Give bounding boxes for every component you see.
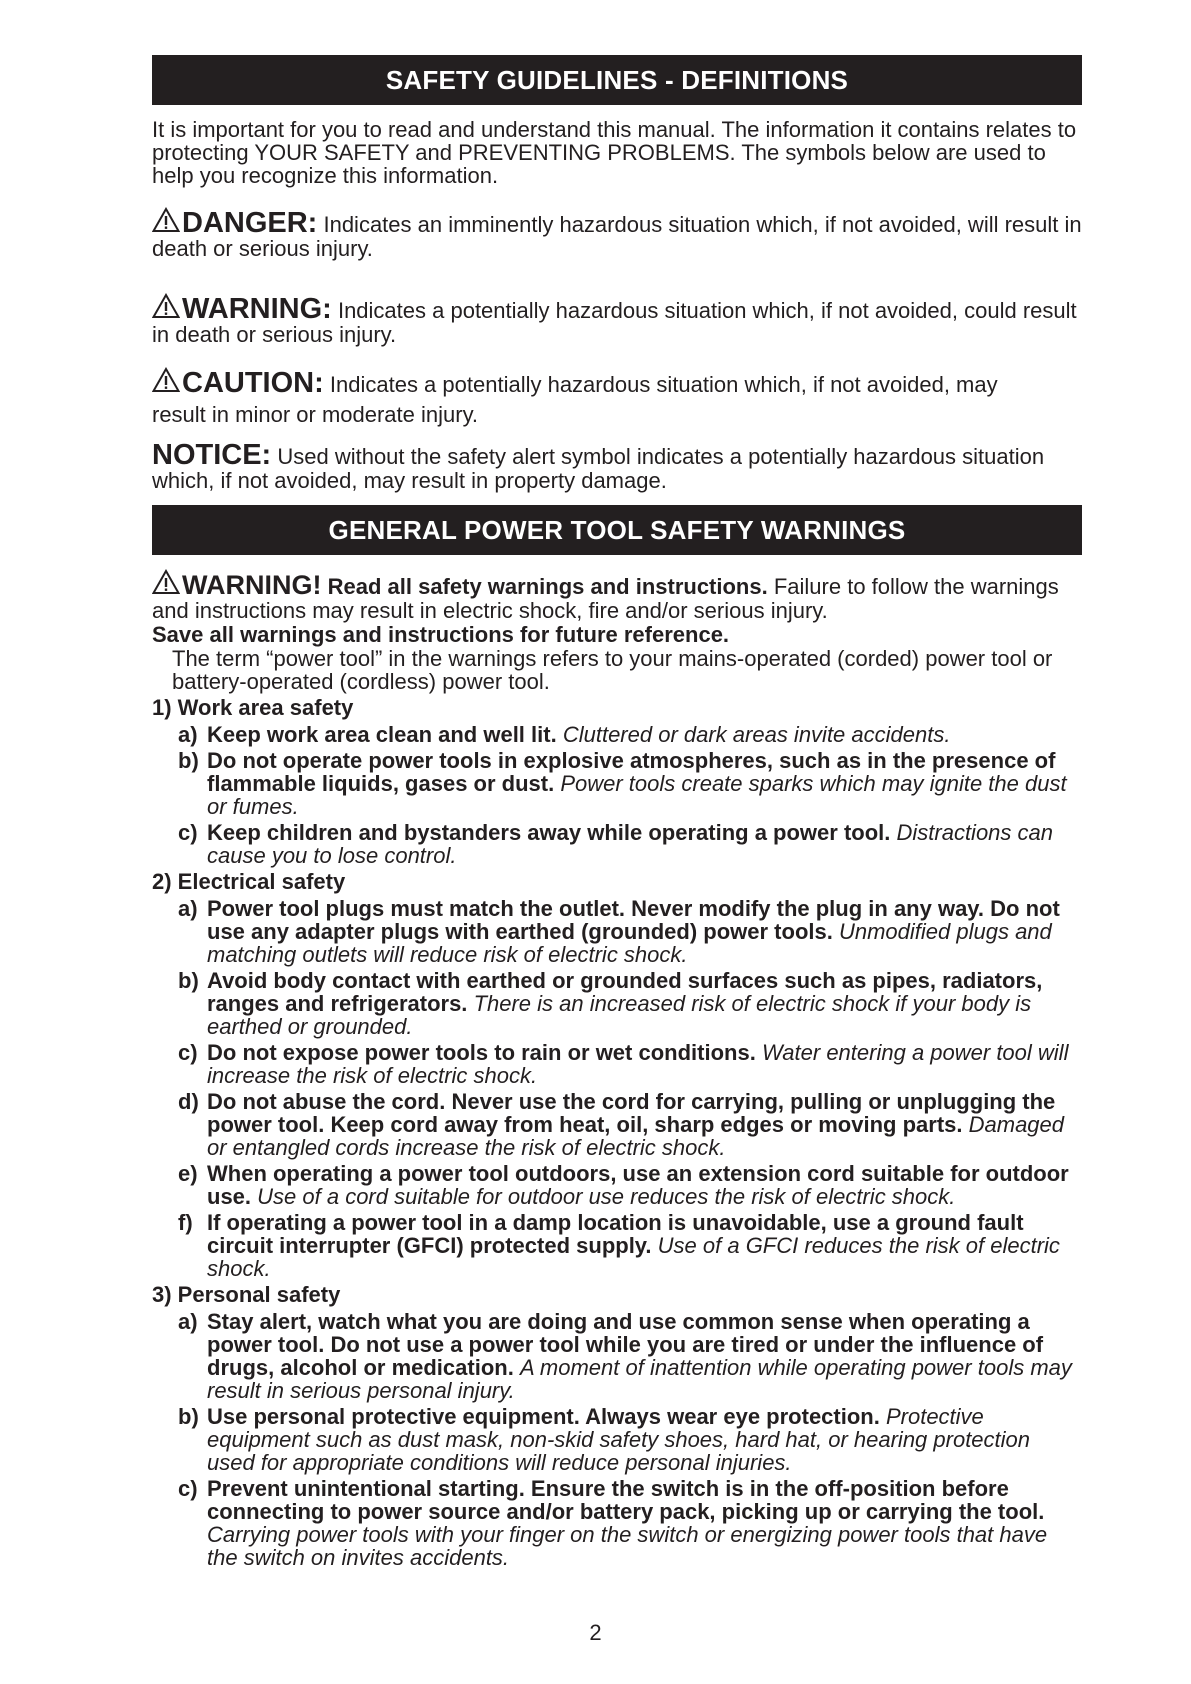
- list-item: [152, 723, 1082, 746]
- item-bold: Power tool plugs must match the outlet. Never modify the plug in any way. Do not use any adapter plugs with earthed (grounded) power tools.: [207, 896, 1060, 944]
- item-label: a): [178, 896, 198, 921]
- item-italic: Distractions can cause you to lose control.: [207, 820, 1054, 868]
- list-item: [152, 749, 1082, 818]
- section-header-general-warnings: GENERAL POWER TOOL SAFETY WARNINGS: [152, 505, 1082, 555]
- item-label: b): [178, 968, 199, 993]
- definition-notice: [152, 439, 1082, 493]
- general-warning: [152, 569, 1082, 623]
- item-bold: Prevent unintentional starting. Ensure the switch is in the off-position before connecting to power source and/or battery pack, picking up or carrying the tool.: [207, 1476, 1045, 1524]
- item-italic: There is an increased risk of electric shock if your body is earthed or grounded.: [207, 991, 1032, 1039]
- warning-text: Indicates a potentially hazardous situation which, if not avoided, could result in death or serious injury.: [152, 298, 1077, 347]
- list-item: [152, 1090, 1082, 1159]
- list-item: [152, 897, 1082, 966]
- item-italic: Water entering a power tool will increase the risk of electric shock.: [207, 1040, 1069, 1088]
- definition-danger: [152, 207, 1082, 261]
- item-bold: Do not expose power tools to rain or wet conditions.: [207, 1040, 756, 1065]
- item-bold: Do not operate power tools in explosive atmospheres, such as in the presence of flammable liquids, gases or dust.: [207, 748, 1056, 796]
- section-title-electrical: 2) Electrical safety: [152, 869, 346, 894]
- item-italic: Carrying power tools with your finger on the switch or energizing power tools that have the switch on invites accidents.: [207, 1522, 1048, 1570]
- notice-term: NOTICE:: [152, 439, 272, 471]
- general-warning-term: WARNING!: [182, 570, 322, 600]
- manual-page: [152, 55, 1082, 1569]
- item-label: c): [178, 1040, 198, 1065]
- general-warning-text: Failure to follow the warnings and instructions may result in electric shock, fire and/or serious injury.: [152, 574, 1059, 623]
- item-italic: Use of a cord suitable for outdoor use reduces the risk of electric shock.: [257, 1184, 956, 1209]
- item-bold: When operating a power tool outdoors, use an extension cord suitable for outdoor use.: [207, 1161, 1069, 1209]
- item-label: a): [178, 722, 198, 747]
- definition-warning: [152, 293, 1082, 347]
- list-item: [152, 821, 1082, 867]
- caution-text-line2: result in minor or moderate injury.: [152, 402, 479, 427]
- item-italic: Unmodified plugs and matching outlets will reduce risk of electric shock.: [207, 919, 1052, 967]
- safety-alert-icon: [152, 367, 180, 393]
- caution-text: Indicates a potentially hazardous situation which, if not avoided, may: [329, 372, 998, 397]
- list-item: [152, 969, 1082, 1038]
- intro-paragraph: It is important for you to read and understand this manual. The information it contains relates to protecting YOUR SAFETY and PREVENTING PROBLEMS. The symbols below are used to help you recognize this information.: [152, 117, 1077, 188]
- section-title-work-area: 1) Work area safety: [152, 695, 354, 720]
- danger-term: DANGER:: [182, 207, 318, 239]
- item-italic: Power tools create sparks which may ignite the dust or fumes.: [207, 771, 1067, 819]
- warning-term: WARNING:: [182, 293, 332, 325]
- item-label: f): [178, 1210, 193, 1235]
- item-bold: Keep work area clean and well lit.: [207, 722, 557, 747]
- general-warning-bold: Read all safety warnings and instructions.: [327, 574, 768, 599]
- definition-caution: [152, 367, 1082, 427]
- page-number: 2: [589, 1620, 602, 1645]
- safety-alert-icon: [152, 207, 180, 233]
- item-label: c): [178, 820, 198, 845]
- safety-alert-icon: [152, 293, 180, 319]
- list-item: [152, 1310, 1082, 1402]
- item-italic: Protective equipment such as dust mask, non-skid safety shoes, hard hat, or hearing protection used for appropriate conditions will reduce personal injuries.: [207, 1404, 1031, 1475]
- save-instructions: Save all warnings and instructions for future reference.: [152, 622, 730, 647]
- item-label: a): [178, 1309, 198, 1334]
- list-item: [152, 1211, 1082, 1280]
- item-bold: Stay alert, watch what you are doing and use common sense when operating a power tool. Do not use a power tool while you are tired or under the influence of drugs, alcohol or medication.: [207, 1309, 1044, 1380]
- list-item: [152, 1041, 1082, 1087]
- caution-term: CAUTION:: [182, 367, 324, 399]
- safety-alert-icon: [152, 569, 180, 595]
- item-label: c): [178, 1476, 198, 1501]
- section-header-definitions: SAFETY GUIDELINES - DEFINITIONS: [152, 55, 1082, 105]
- item-label: b): [178, 1404, 199, 1429]
- danger-text: Indicates an imminently hazardous situation which, if not avoided, will result in death or serious injury.: [152, 212, 1082, 261]
- item-label: d): [178, 1089, 199, 1114]
- item-italic: Use of a GFCI reduces the risk of electric shock.: [207, 1233, 1060, 1281]
- item-bold: Use personal protective equipment. Always wear eye protection.: [207, 1404, 880, 1429]
- list-item: [152, 1405, 1082, 1474]
- item-bold: Keep children and bystanders away while operating a power tool.: [207, 820, 891, 845]
- item-italic: Damaged or entangled cords increase the risk of electric shock.: [207, 1112, 1065, 1160]
- power-tool-term-note: The term “power tool” in the warnings refers to your mains-operated (corded) power tool or battery-operated (cordless) power tool.: [172, 646, 1053, 694]
- item-bold: Avoid body contact with earthed or grounded surfaces such as pipes, radiators, ranges and refrigerators.: [207, 968, 1043, 1016]
- section-title-personal: 3) Personal safety: [152, 1282, 341, 1307]
- list-item: [152, 1477, 1082, 1569]
- item-label: b): [178, 748, 199, 773]
- item-bold: If operating a power tool in a damp location is unavoidable, use a ground fault circuit interrupter (GFCI) protected supply.: [207, 1210, 1024, 1258]
- item-bold: Do not abuse the cord. Never use the cord for carrying, pulling or unplugging the power tool. Keep cord away from heat, oil, sharp edges or moving parts.: [207, 1089, 1056, 1137]
- item-italic: A moment of inattention while operating power tools may result in serious personal injury.: [207, 1355, 1072, 1403]
- notice-text: Used without the safety alert symbol indicates a potentially hazardous situation which, if not avoided, may result in property damage.: [152, 444, 1045, 493]
- list-item: [152, 1162, 1082, 1208]
- item-italic: Cluttered or dark areas invite accidents.: [562, 722, 951, 747]
- item-label: e): [178, 1161, 198, 1186]
